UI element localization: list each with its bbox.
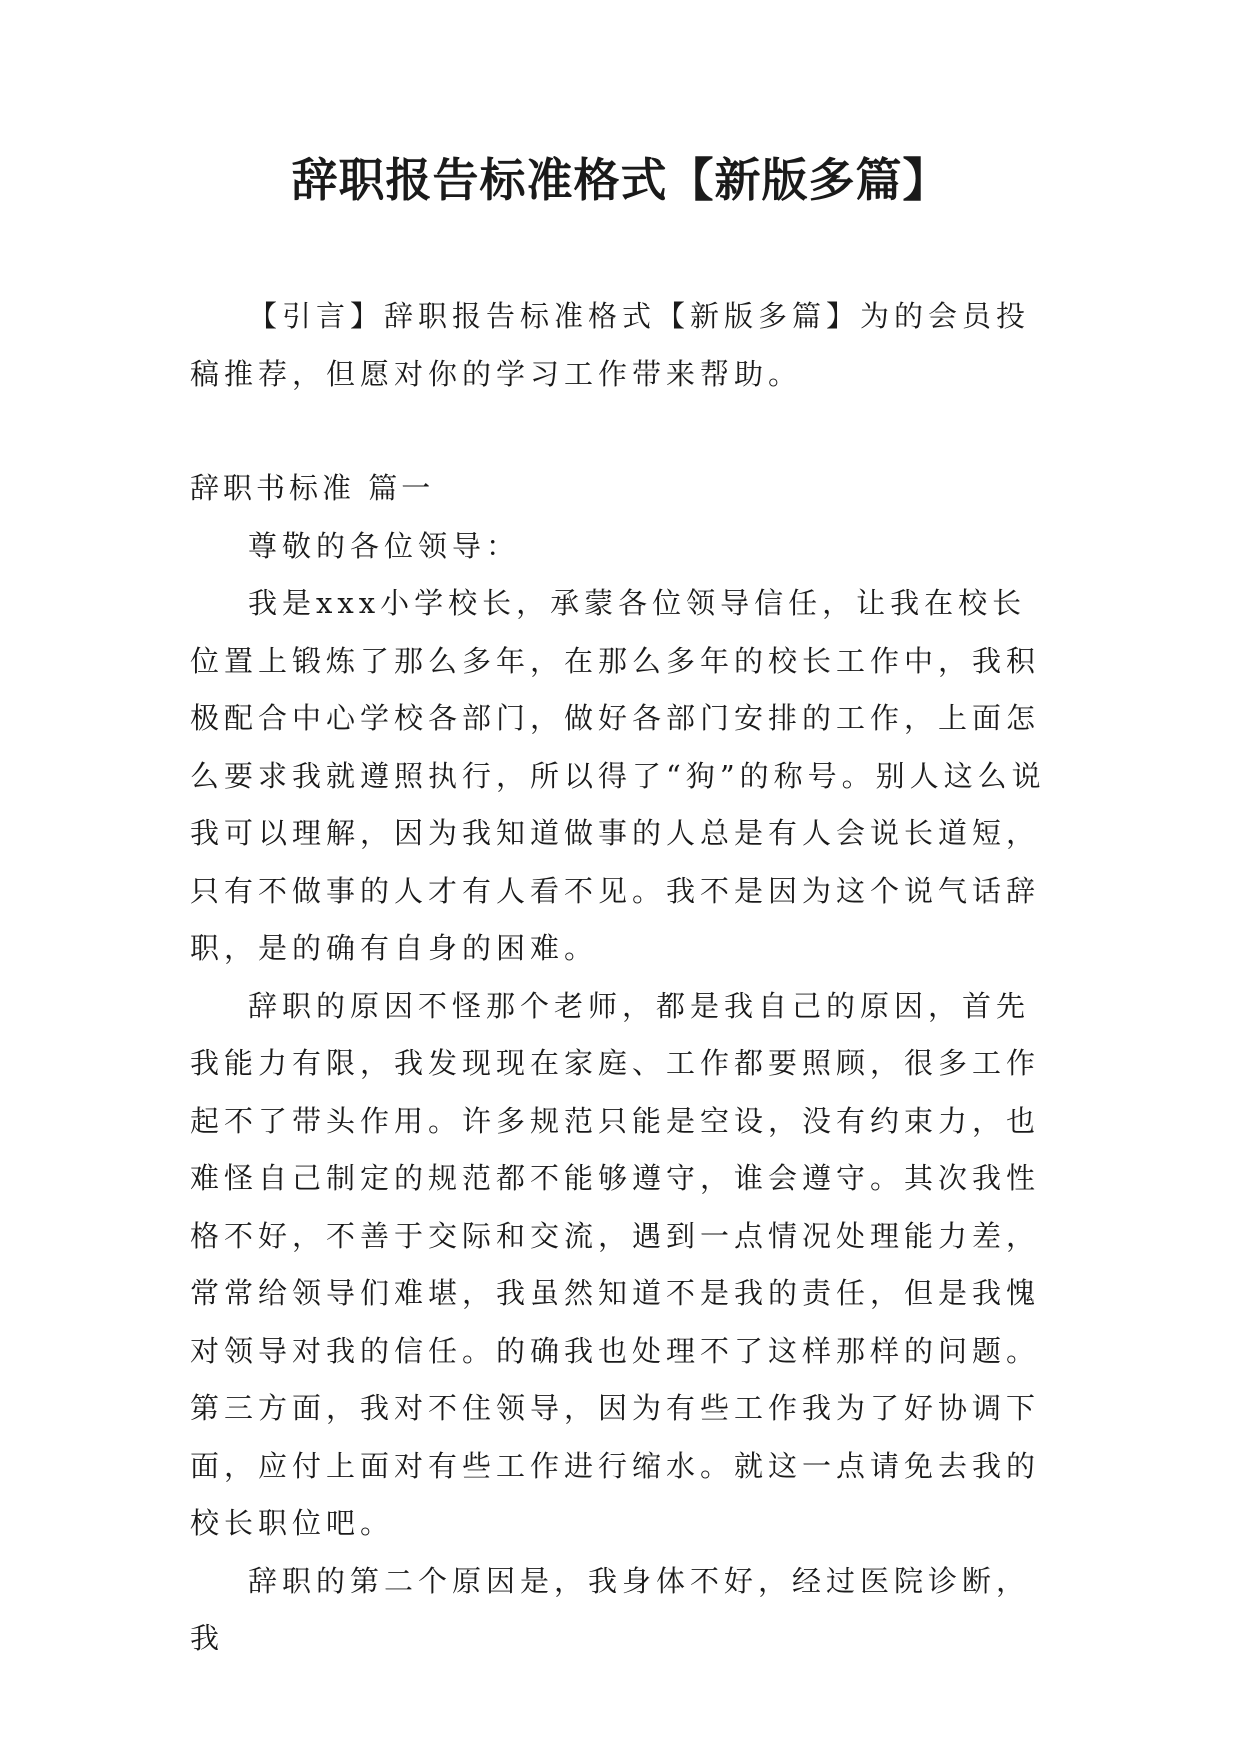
body-paragraph: 辞职的第二个原因是，我身体不好，经过医院诊断，我 (190, 1563, 1031, 1655)
intro-paragraph: 【引言】辞职报告标准格式【新版多篇】为的会员投稿推荐，但愿对你的学习工作带来帮助。 (190, 299, 1031, 391)
body-paragraph: 辞职的原因不怪那个老师，都是我自己的原因，首先我能力有限，我发现现在家庭、工作都要照顾，很多工作起不了带头作用。许多规范只能是空设，没有约束力，也难怪自己制定的规范都不能够遵守，谁会遵守。其次我性格不好，不善于交际和交流，遇到一点情况处理能力差，常常给领导们难堪，我虽然知道不是我的责任，但是我愧对领导对我的信任。的确我也处理不了这样那样的问题。第三方面，我对不住领导，因为有些工作我为了好协调下面，应付上面对有些工作进行缩水。就这一点请免去我的校长职位吧。 (190, 988, 1041, 1540)
section-heading: 辞职书标准 篇一 (190, 471, 435, 505)
body-paragraph: 我是xxx小学校长，承蒙各位领导信任，让我在校长位置上锻炼了那么多年，在那么多年的校长工作中，我积极配合中心学校各部门，做好各部门安排的工作，上面怎么要求我就遵照执行，所以得了“狗”的称号。别人这么说我可以理解，因为我知道做事的人总是有人会说长道短，只有不做事的人才有人看不见。我不是因为这个说气话辞职，是的确有自身的困难。 (190, 586, 1046, 965)
salutation: 尊敬的各位领导： (248, 528, 521, 563)
document-title: 辞职报告标准格式【新版多篇】 (291, 153, 950, 207)
document-body (190, 288, 1054, 1668)
